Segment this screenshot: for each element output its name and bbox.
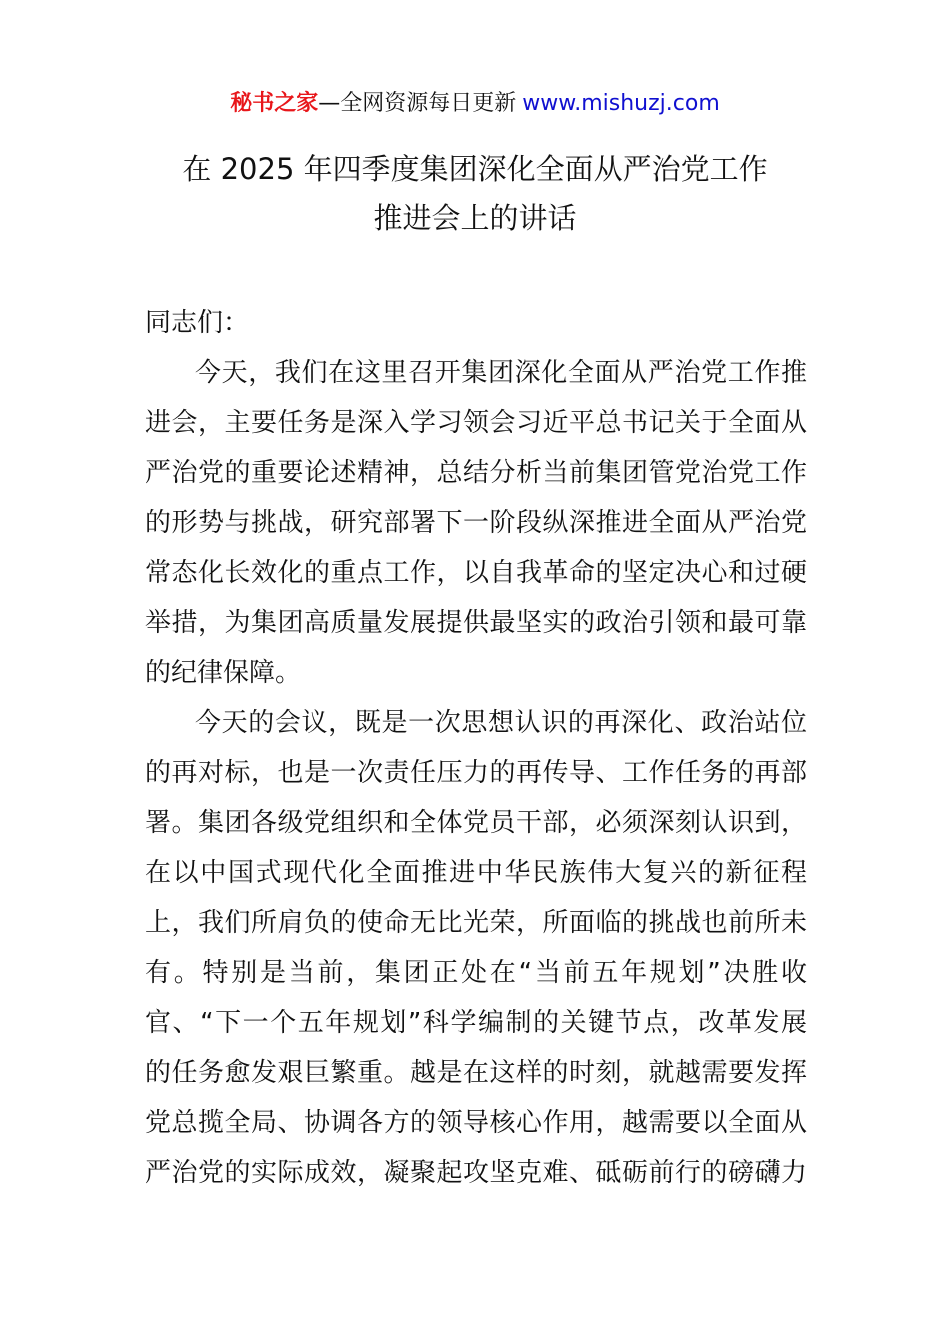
document-body [145, 298, 807, 1198]
salutation: 同志们： [145, 308, 250, 338]
text-line: 署。集团各级党组织和全体党员干部，必须深刻认识到， [145, 808, 807, 838]
header-tagline: —全网资源每日更新 [318, 91, 517, 116]
text-line: 举措，为集团高质量发展提供最坚实的政治引领和最可靠 [145, 608, 807, 638]
text-line: 在以中国式现代化全面推进中华民族伟大复兴的新征程 [145, 858, 807, 888]
document-title-line-2: 推进会上的讲话 [373, 201, 577, 235]
brand-name: 秘书之家 [230, 91, 319, 116]
text-line: 党总揽全局、协调各方的领导核心作用，越需要以全面从 [145, 1108, 807, 1138]
text-line: 严治党的重要论述精神，总结分析当前集团管党治党工作 [145, 458, 807, 488]
text-line: 今天，我们在这里召开集团深化全面从严治党工作推 [195, 358, 807, 388]
site-header-banner [0, 86, 950, 122]
text-line: 进会，主要任务是深入学习领会习近平总书记关于全面从 [145, 408, 807, 438]
site-url-link[interactable]: www.mishuzj.com [522, 91, 720, 116]
text-line: 官、“下一个五年规划”科学编制的关键节点，改革发展 [145, 1008, 807, 1038]
text-line: 的纪律保障。 [145, 658, 302, 688]
text-line: 的任务愈发艰巨繁重。越是在这样的时刻，就越需要发挥 [145, 1058, 807, 1088]
text-line: 严治党的实际成效，凝聚起攻坚克难、砥砺前行的磅礴力 [145, 1158, 807, 1188]
paragraph-1 [145, 348, 807, 698]
text-line: 的形势与挑战，研究部署下一阶段纵深推进全面从严治党 [145, 508, 807, 538]
text-line: 常态化长效化的重点工作，以自我革命的坚定决心和过硬 [145, 558, 807, 588]
text-line: 的再对标，也是一次责任压力的再传导、工作任务的再部 [145, 758, 807, 788]
text-line: 有。特别是当前，集团正处在“当前五年规划”决胜收 [145, 958, 807, 988]
paragraph-2 [145, 698, 807, 1198]
document-title-line-1: 在 2025 年四季度集团深化全面从严治党工作 [182, 152, 768, 186]
text-line: 上，我们所肩负的使命无比光荣，所面临的挑战也前所未 [145, 908, 807, 938]
text-line: 今天的会议，既是一次思想认识的再深化、政治站位 [195, 708, 807, 738]
